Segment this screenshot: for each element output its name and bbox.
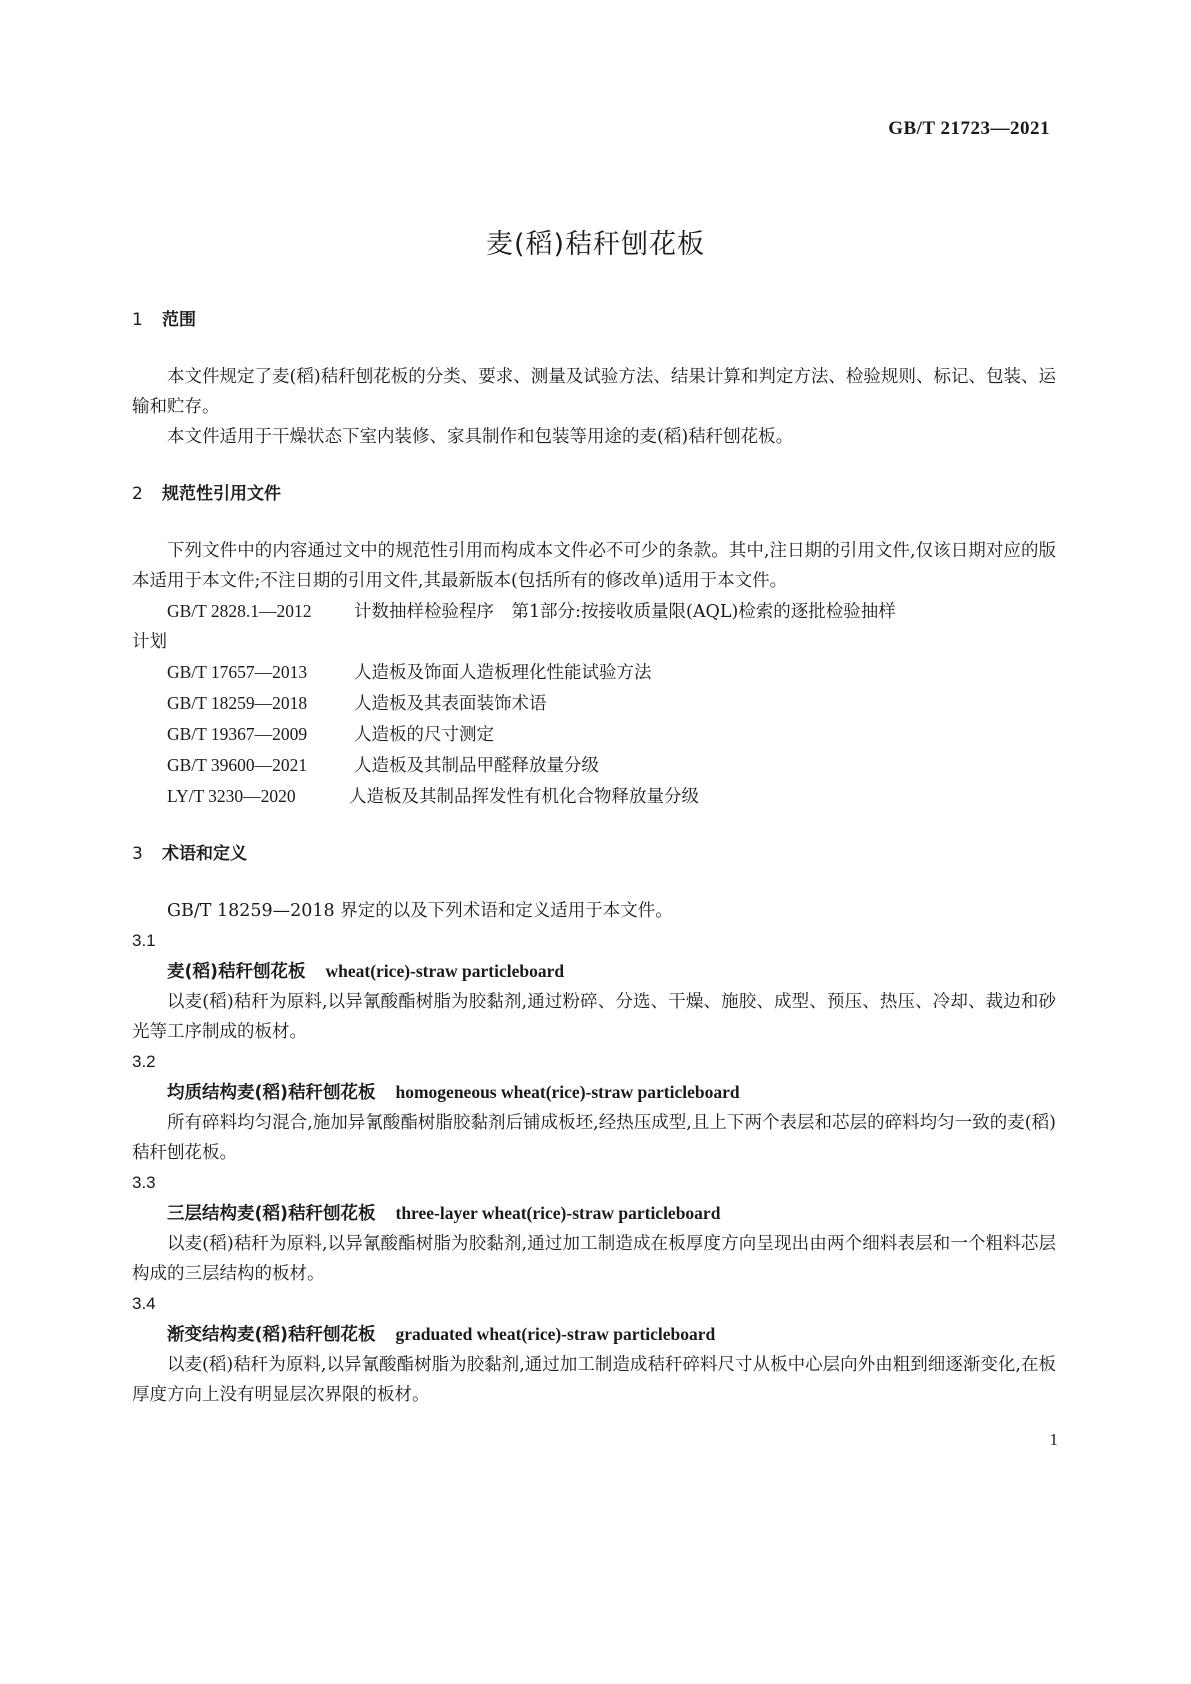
reference-title: 人造板及其制品甲醛释放量分级 (354, 756, 599, 776)
reference-item (132, 596, 1056, 627)
reference-item (132, 750, 1056, 781)
paragraph: 下列文件中的内容通过文中的规范性引用而构成本文件必不可少的条款。其中,注日期的引用文件,仅该日期对应的版本适用于本文件;不注日期的引用文件,其最新版本(包括所有的修改单)适用于本文件。 (132, 541, 1056, 591)
reference-item (132, 657, 1056, 688)
term-name-en: wheat(rice)-straw particleboard (325, 961, 565, 981)
section-title: 术语和定义 (162, 844, 247, 864)
term-definition: 所有碎料均匀混合,施加异氰酸酯树脂胶黏剂后铺成板坯,经热压成型,且上下两个表层和芯层的碎料均匀一致的麦(稻)秸秆刨花板。 (132, 1113, 1056, 1163)
reference-item (132, 688, 1056, 719)
reference-title: 计数抽样检验程序 第1部分:按接收质量限(AQL)检索的逐批检验抽样 (354, 602, 896, 622)
section-number: 3 (132, 844, 143, 864)
term-number: 3.3 (132, 1173, 156, 1192)
term-name (132, 1319, 1056, 1350)
term-name-en: graduated wheat(rice)-straw particleboard (395, 1324, 716, 1344)
term-name-zh: 三层结构麦(稻)秸秆刨花板 (167, 1204, 376, 1224)
section-1-heading (132, 306, 1056, 334)
reference-code: GB/T 18259—2018 (167, 693, 308, 713)
term-entry (132, 1047, 1056, 1168)
term-number: 3.1 (132, 931, 156, 950)
term-number: 3.2 (132, 1052, 156, 1071)
term-number: 3.4 (132, 1294, 156, 1313)
term-definition: 以麦(稻)秸秆为原料,以异氰酸酯树脂为胶黏剂,通过加工制造成在板厚度方向呈现出由两个细料表层和一个粗料芯层构成的三层结构的板材。 (132, 1234, 1056, 1284)
reference-title: 人造板及其表面装饰术语 (354, 694, 547, 714)
term-entry (132, 1168, 1056, 1289)
section-number: 2 (132, 484, 143, 504)
reference-code: GB/T 17657—2013 (167, 662, 308, 682)
document-title: 麦(稻)秸秆刨花板 (485, 229, 706, 260)
term-name (132, 1077, 1056, 1108)
reference-item (132, 781, 1056, 812)
term-definition: 以麦(稻)秸秆为原料,以异氰酸酯树脂为胶黏剂,通过粉碎、分选、干燥、施胶、成型、预压、热压、冷却、裁边和砂光等工序制成的板材。 (132, 992, 1056, 1042)
section-number: 1 (132, 310, 143, 330)
term-entry (132, 1289, 1056, 1410)
section-title: 规范性引用文件 (162, 484, 281, 504)
reference-code: GB/T 39600—2021 (167, 755, 308, 775)
reference-title: 人造板及其制品挥发性有机化合物释放量分级 (349, 787, 699, 807)
section-title: 范围 (162, 310, 196, 330)
paragraph: GB/T 18259—2018 界定的以及下列术语和定义适用于本文件。 (167, 901, 673, 921)
reference-item (132, 719, 1056, 750)
term-name (132, 956, 1056, 987)
term-definition: 以麦(稻)秸秆为原料,以异氰酸酯树脂为胶黏剂,通过加工制造成秸秆碎料尺寸从板中心层向外由粗到细逐渐变化,在板厚度方向上没有明显层次界限的板材。 (132, 1355, 1056, 1405)
term-name-zh: 麦(稻)秸秆刨花板 (167, 962, 306, 982)
reference-title-continued: 计划 (132, 632, 167, 652)
standard-code: GB/T 21723—2021 (888, 118, 1050, 139)
term-name-zh: 渐变结构麦(稻)秸秆刨花板 (167, 1325, 376, 1345)
term-name-en: homogeneous wheat(rice)-straw particleboard (395, 1082, 740, 1102)
section-2-heading (132, 480, 1056, 508)
reference-title: 人造板及饰面人造板理化性能试验方法 (354, 663, 652, 683)
reference-code: LY/T 3230—2020 (167, 786, 296, 806)
reference-code: GB/T 2828.1—2012 (167, 601, 312, 621)
paragraph: 本文件适用于干燥状态下室内装修、家具制作和包装等用途的麦(稻)秸秆刨花板。 (167, 427, 794, 447)
term-entry (132, 926, 1056, 1047)
reference-title: 人造板的尺寸测定 (354, 725, 494, 745)
section-3-heading (132, 840, 1056, 868)
term-name (132, 1198, 1056, 1229)
paragraph: 本文件规定了麦(稻)秸秆刨花板的分类、要求、测量及试验方法、结果计算和判定方法、检验规则、标记、包装、运输和贮存。 (132, 367, 1056, 417)
document-body (132, 306, 1056, 1410)
term-name-en: three-layer wheat(rice)-straw particleboard (395, 1203, 721, 1223)
page-number: 1 (1049, 1430, 1058, 1449)
reference-code: GB/T 19367—2009 (167, 724, 308, 744)
term-name-zh: 均质结构麦(稻)秸秆刨花板 (167, 1083, 376, 1103)
